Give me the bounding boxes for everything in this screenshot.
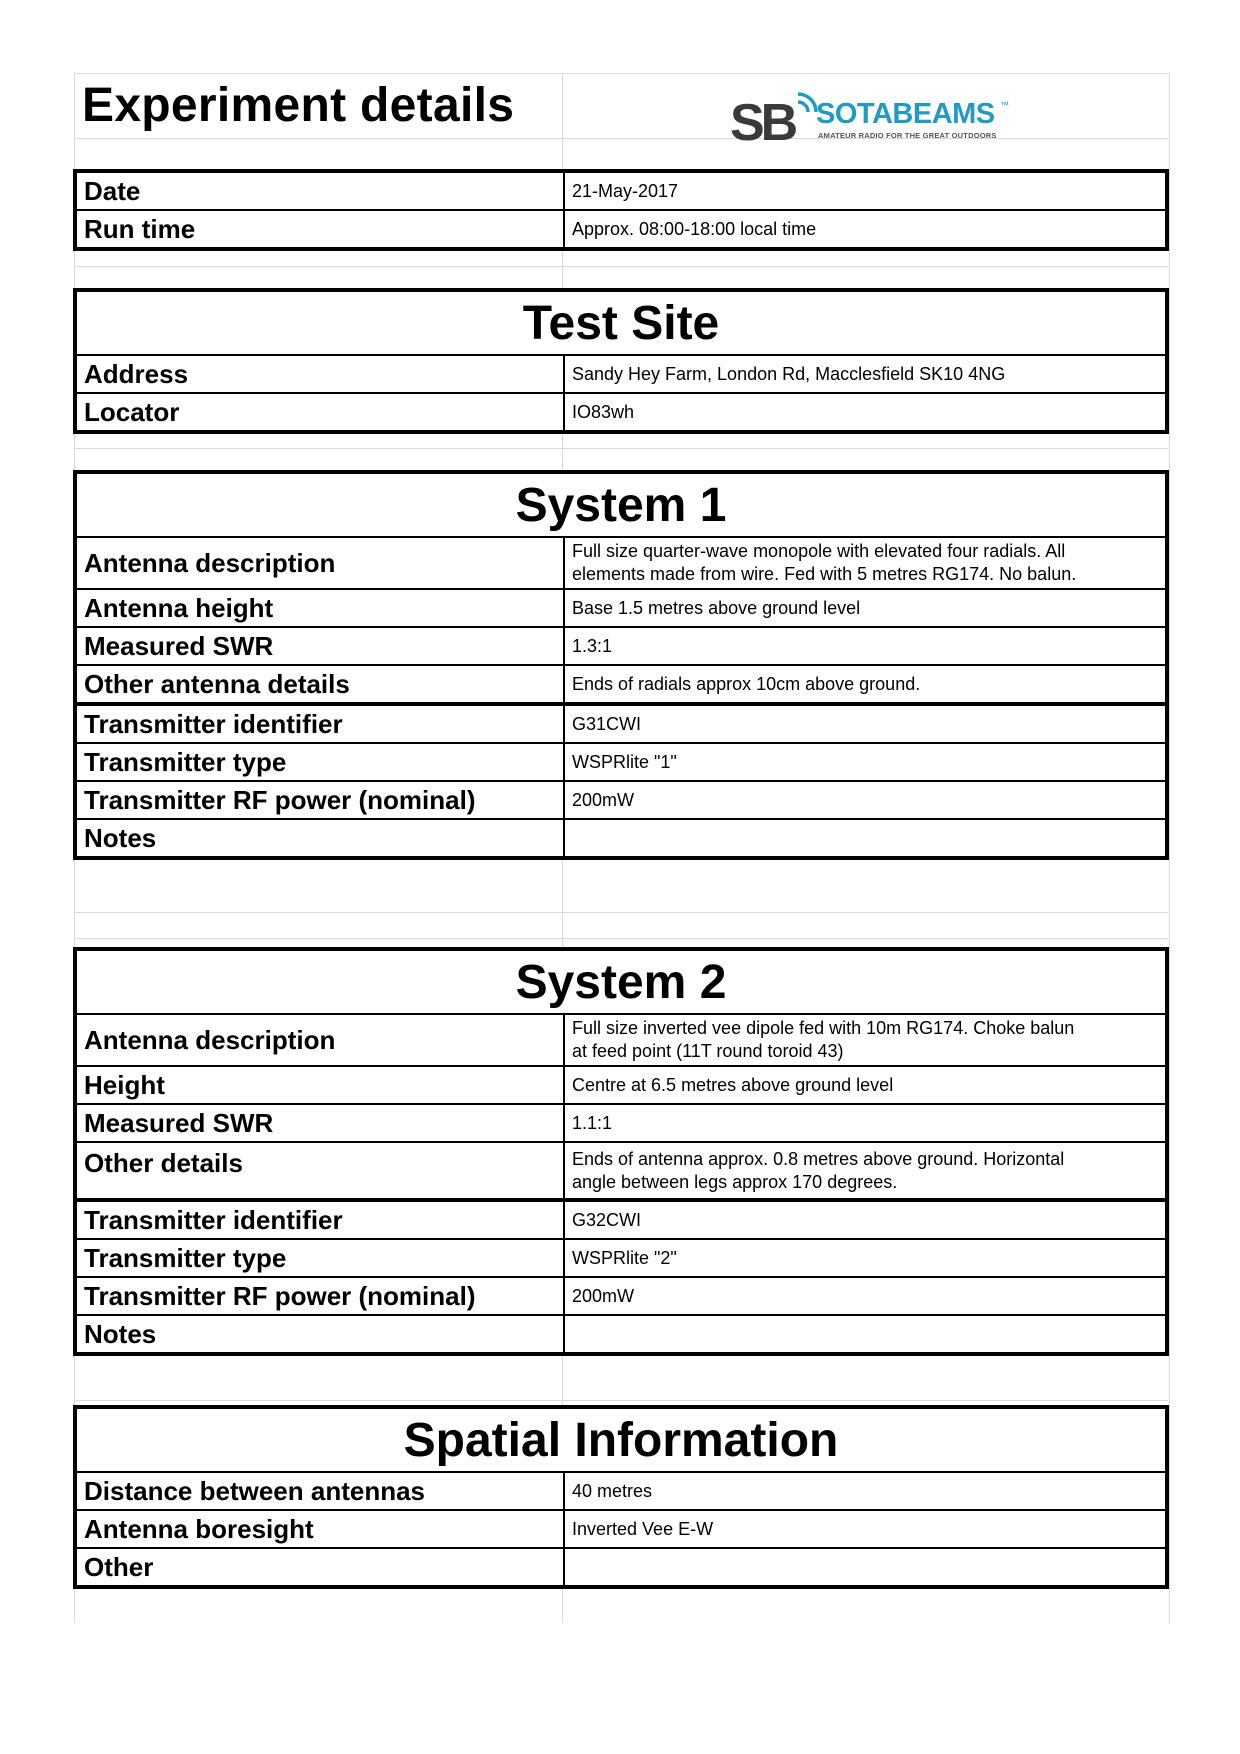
- logo-brand-name: SOTABEAMS: [816, 98, 995, 130]
- sheet-gridline: [74, 912, 1168, 913]
- locator-label: Locator: [75, 393, 564, 432]
- table-row: [75, 1548, 1167, 1587]
- transmitter-identifier-value: G32CWI: [564, 1200, 1167, 1239]
- sheet-gridline: [74, 73, 1168, 74]
- test-site-heading: Test Site: [75, 290, 1167, 355]
- table-row: [75, 1200, 1167, 1239]
- table-row: [75, 1014, 1167, 1066]
- measured-swr-label: Measured SWR: [75, 1104, 564, 1142]
- other-label: Other: [75, 1548, 564, 1587]
- system-1-table: [73, 470, 1169, 860]
- table-row: [75, 210, 1167, 249]
- transmitter-identifier-value: G31CWI: [564, 704, 1167, 743]
- antenna-description-line: Full size inverted vee dipole fed with 10m RG174. Choke balun: [572, 1018, 1075, 1038]
- logo-tagline: AMATEUR RADIO FOR THE GREAT OUTDOORS: [818, 131, 997, 140]
- transmitter-identifier-label: Transmitter identifier: [75, 1200, 564, 1239]
- page-title: Experiment details: [82, 79, 515, 132]
- locator-value: IO83wh: [564, 393, 1167, 432]
- antenna-description-line: Full size quarter-wave monopole with elevated four radials. All: [572, 541, 1066, 561]
- table-row: [75, 1510, 1167, 1548]
- antenna-description-label: Antenna description: [75, 1014, 564, 1066]
- antenna-description-value: [564, 1014, 1167, 1066]
- sheet-gridline: [74, 1400, 1168, 1401]
- other-details-line: Ends of antenna approx. 0.8 metres above ground. Horizontal: [572, 1148, 1065, 1169]
- measured-swr-value: 1.1:1: [564, 1104, 1167, 1142]
- antenna-height-label: Antenna height: [75, 589, 564, 627]
- antenna-description-line: elements made from wire. Fed with 5 metres RG174. No balun.: [572, 564, 1077, 584]
- distance-between-antennas-label: Distance between antennas: [75, 1472, 564, 1510]
- address-label: Address: [75, 355, 564, 393]
- transmitter-type-label: Transmitter type: [75, 743, 564, 781]
- other-details-value: [564, 1142, 1167, 1200]
- run-time-label: Run time: [75, 210, 564, 249]
- table-row: [75, 393, 1167, 432]
- transmitter-rf-power-label: Transmitter RF power (nominal): [75, 1277, 564, 1315]
- logo-trademark: ™: [1000, 100, 1009, 110]
- system-1-heading: System 1: [75, 472, 1167, 537]
- table-row: [75, 589, 1167, 627]
- table-row: [75, 1066, 1167, 1104]
- date-label: Date: [75, 171, 564, 210]
- table-row: [75, 743, 1167, 781]
- notes-value: [564, 1315, 1167, 1354]
- table-row: [75, 355, 1167, 393]
- logo-mark: SB: [730, 94, 795, 146]
- other-antenna-details-value: Ends of radials approx 10cm above ground.: [564, 665, 1167, 704]
- table-row: [75, 472, 1167, 537]
- table-row: [75, 819, 1167, 858]
- notes-value: [564, 819, 1167, 858]
- height-value: Centre at 6.5 metres above ground level: [564, 1066, 1167, 1104]
- table-row: [75, 1472, 1167, 1510]
- table-row: [75, 1315, 1167, 1354]
- other-details-label: Other details: [75, 1142, 564, 1200]
- antenna-description-label: Antenna description: [75, 537, 564, 589]
- table-row: [75, 1407, 1167, 1472]
- antenna-boresight-label: Antenna boresight: [75, 1510, 564, 1548]
- run-time-value: Approx. 08:00-18:00 local time: [564, 210, 1167, 249]
- sb-signal-logo-icon: [728, 88, 820, 146]
- measured-swr-label: Measured SWR: [75, 627, 564, 665]
- table-row: [75, 1277, 1167, 1315]
- spatial-information-heading: Spatial Information: [75, 1407, 1167, 1472]
- table-row: [75, 1142, 1167, 1200]
- table-row: [75, 290, 1167, 355]
- distance-between-antennas-value: 40 metres: [564, 1472, 1167, 1510]
- run-details-table: [73, 169, 1169, 251]
- test-site-table: [73, 288, 1169, 434]
- transmitter-rf-power-label: Transmitter RF power (nominal): [75, 781, 564, 819]
- table-row: [75, 665, 1167, 704]
- antenna-boresight-value: Inverted Vee E-W: [564, 1510, 1167, 1548]
- sheet-gridline: [74, 938, 1168, 939]
- notes-label: Notes: [75, 1315, 564, 1354]
- antenna-description-value: [564, 537, 1167, 589]
- transmitter-type-value: WSPRlite "2": [564, 1239, 1167, 1277]
- sotabeams-logo: [728, 88, 1058, 148]
- other-antenna-details-label: Other antenna details: [75, 665, 564, 704]
- sheet-gridline: [74, 266, 1168, 267]
- table-row: [75, 1104, 1167, 1142]
- address-value: Sandy Hey Farm, London Rd, Macclesfield SK10 4NG: [564, 355, 1167, 393]
- table-row: [75, 537, 1167, 589]
- table-row: [75, 781, 1167, 819]
- system-2-heading: System 2: [75, 949, 1167, 1014]
- table-row: [75, 704, 1167, 743]
- transmitter-rf-power-value: 200mW: [564, 1277, 1167, 1315]
- height-label: Height: [75, 1066, 564, 1104]
- measured-swr-value: 1.3:1: [564, 627, 1167, 665]
- transmitter-identifier-label: Transmitter identifier: [75, 704, 564, 743]
- antenna-description-line: at feed point (11T round toroid 43): [572, 1041, 844, 1061]
- antenna-height-value: Base 1.5 metres above ground level: [564, 589, 1167, 627]
- transmitter-rf-power-value: 200mW: [564, 781, 1167, 819]
- spatial-information-table: [73, 1405, 1169, 1589]
- system-2-table: [73, 947, 1169, 1356]
- notes-label: Notes: [75, 819, 564, 858]
- table-row: [75, 1239, 1167, 1277]
- date-value: 21-May-2017: [564, 171, 1167, 210]
- sheet-gridline: [74, 448, 1168, 449]
- table-row: [75, 949, 1167, 1014]
- transmitter-type-value: WSPRlite "1": [564, 743, 1167, 781]
- other-value: [564, 1548, 1167, 1587]
- other-details-line: angle between legs approx 170 degrees.: [572, 1171, 898, 1192]
- transmitter-type-label: Transmitter type: [75, 1239, 564, 1277]
- table-row: [75, 627, 1167, 665]
- table-row: [75, 171, 1167, 210]
